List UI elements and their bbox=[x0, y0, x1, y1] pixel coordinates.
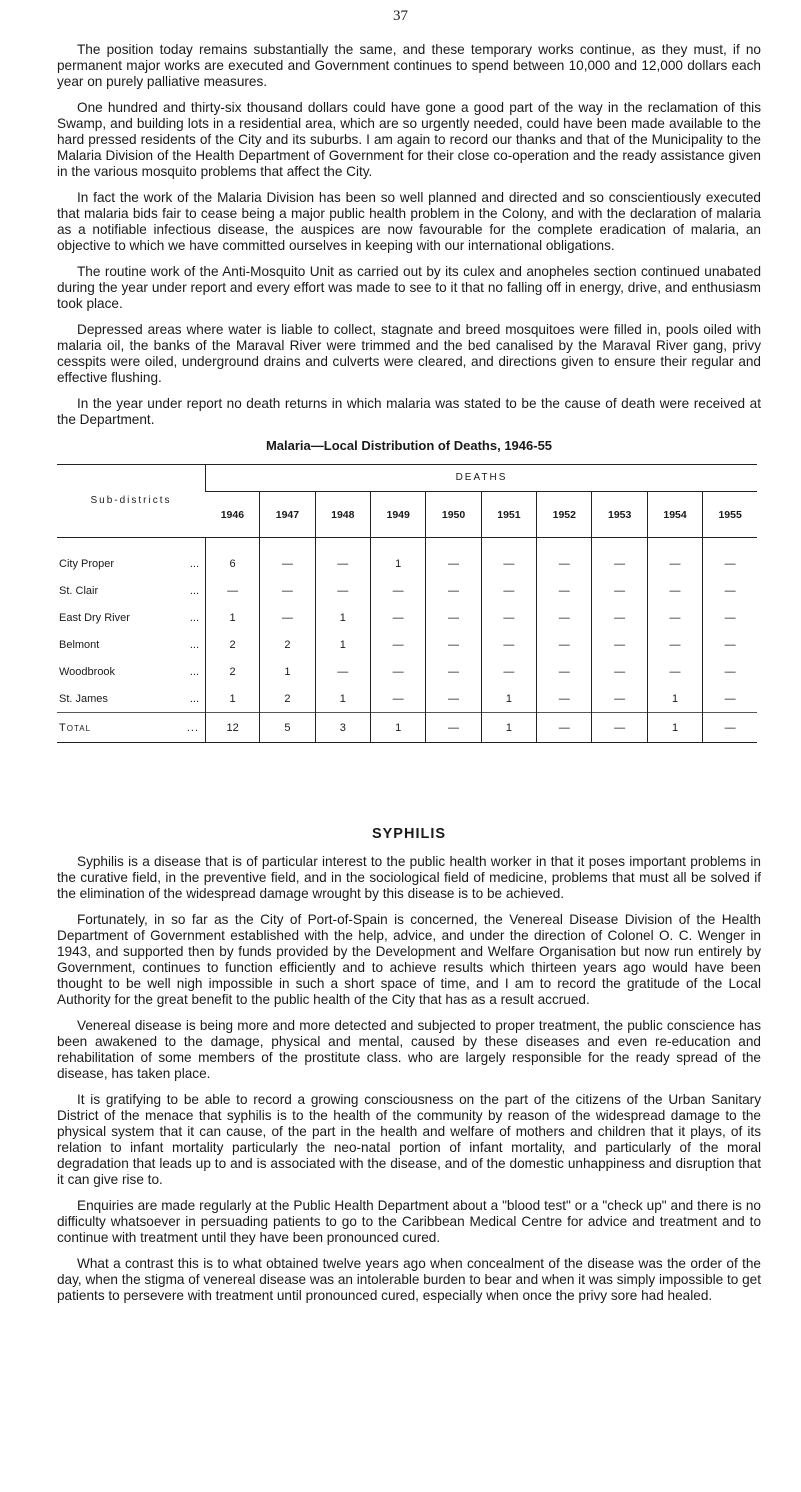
leader-dots: ... bbox=[189, 611, 199, 624]
year-header: 1950 bbox=[426, 492, 481, 538]
death-count-cell: — bbox=[426, 713, 481, 743]
year-header: 1955 bbox=[703, 492, 757, 538]
subdistrict-name: Total bbox=[59, 721, 92, 734]
subdistrict-name: East Dry River bbox=[59, 611, 130, 624]
death-count-cell: — bbox=[647, 631, 702, 658]
death-count-cell: — bbox=[426, 631, 481, 658]
malaria-deaths-table bbox=[57, 464, 757, 743]
death-count-cell: 3 bbox=[315, 713, 370, 743]
paragraph: Venereal disease is being more and more detected and subjected to proper treatment, the public conscience has been awakened to the damage, physical and mental, caused by these diseases and even re-education and rehabilitation of some members of the prostitute class. who are largely responsible for the ready spread of the disease, has taken place. bbox=[57, 1018, 761, 1081]
death-count-cell: — bbox=[370, 604, 425, 631]
death-count-cell: 12 bbox=[206, 713, 260, 743]
year-header: 1947 bbox=[260, 492, 315, 538]
death-count-cell: 1 bbox=[315, 685, 370, 713]
death-count-cell: 1 bbox=[370, 538, 425, 578]
subdistrict-cell bbox=[57, 631, 206, 658]
year-header: 1953 bbox=[592, 492, 647, 538]
table-row bbox=[57, 604, 757, 631]
death-count-cell: — bbox=[370, 577, 425, 604]
paragraph: Enquiries are made regularly at the Public Health Department about a "blood test" or a "check up" and there is no difficulty whatsoever in persuading patients to go to the Caribbean Medical Centre for advice and treatment and to continue with treatment until they have been pronounced cured. bbox=[57, 1198, 761, 1245]
death-count-cell: — bbox=[647, 577, 702, 604]
death-count-cell: 1 bbox=[315, 631, 370, 658]
death-count-cell: — bbox=[703, 577, 757, 604]
death-count-cell: — bbox=[537, 713, 592, 743]
death-count-cell: — bbox=[370, 658, 425, 685]
death-count-cell: — bbox=[206, 577, 260, 604]
death-count-cell: — bbox=[481, 604, 536, 631]
death-count-cell: — bbox=[315, 658, 370, 685]
paragraph: The position today remains substantially the same, and these temporary works continue, as they must, if no permanent major works are executed and Government continues to spend between 10,000 and 12,000 dollars each year on purely palliative measures. bbox=[57, 42, 761, 89]
death-count-cell: 6 bbox=[206, 538, 260, 578]
leader-dots: ... bbox=[189, 638, 199, 651]
year-header: 1954 bbox=[647, 492, 702, 538]
death-count-cell: — bbox=[537, 604, 592, 631]
death-count-cell: — bbox=[703, 538, 757, 578]
death-count-cell: 1 bbox=[315, 604, 370, 631]
death-count-cell: — bbox=[592, 631, 647, 658]
death-count-cell: — bbox=[592, 713, 647, 743]
death-count-cell: — bbox=[537, 577, 592, 604]
paragraph: Depressed areas where water is liable to collect, stagnate and breed mosquitoes were filled in, pools oiled with malaria oil, the banks of the Maraval River were trimmed and the bed canalised by the Maraval River gang, privy cesspits were oiled, underground drains and culverts were cleared, and directions given to ensure their regular and effective flushing. bbox=[57, 322, 761, 385]
death-count-cell: — bbox=[481, 631, 536, 658]
table-row bbox=[57, 631, 757, 658]
leader-dots: ... bbox=[189, 584, 199, 597]
deaths-header: DEATHS bbox=[206, 465, 758, 492]
subdistrict-name: Belmont bbox=[59, 638, 100, 651]
death-count-cell: — bbox=[315, 538, 370, 578]
death-count-cell: — bbox=[426, 538, 481, 578]
death-count-cell: — bbox=[703, 713, 757, 743]
death-count-cell: — bbox=[647, 658, 702, 685]
syphilis-section bbox=[57, 826, 761, 1314]
subdistrict-cell bbox=[57, 685, 206, 713]
death-count-cell: 1 bbox=[370, 713, 425, 743]
death-count-cell: 5 bbox=[260, 713, 315, 743]
leader-dots: ... bbox=[189, 692, 199, 705]
subdistrict-name: Woodbrook bbox=[59, 665, 116, 678]
death-count-cell: 1 bbox=[206, 685, 260, 713]
subdistrict-name: St. Clair bbox=[59, 584, 99, 597]
death-count-cell: — bbox=[370, 685, 425, 713]
table-row bbox=[57, 577, 757, 604]
death-count-cell: — bbox=[703, 685, 757, 713]
death-count-cell: — bbox=[370, 631, 425, 658]
death-count-cell: — bbox=[703, 658, 757, 685]
table-row bbox=[57, 538, 757, 578]
death-count-cell: — bbox=[537, 658, 592, 685]
death-count-cell: — bbox=[647, 538, 702, 578]
year-header: 1952 bbox=[537, 492, 592, 538]
death-count-cell: 1 bbox=[260, 658, 315, 685]
death-count-cell: — bbox=[260, 577, 315, 604]
death-count-cell: 1 bbox=[206, 604, 260, 631]
death-count-cell: 2 bbox=[260, 685, 315, 713]
death-count-cell: — bbox=[426, 577, 481, 604]
death-count-cell: 2 bbox=[260, 631, 315, 658]
death-count-cell: — bbox=[426, 658, 481, 685]
paragraph: Syphilis is a disease that is of particular interest to the public health worker in that it poses important problems in the curative field, in the preventive field, and in the sociological field of medicine, problems that must all be solved if the elimination of the widespread damage wrought by this disease is to be achieved. bbox=[57, 854, 761, 901]
death-count-cell: — bbox=[592, 577, 647, 604]
death-count-cell: — bbox=[592, 685, 647, 713]
death-count-cell: — bbox=[703, 604, 757, 631]
death-count-cell: — bbox=[537, 631, 592, 658]
page-number: 37 bbox=[393, 8, 408, 24]
malaria-section bbox=[57, 42, 761, 743]
death-count-cell: — bbox=[481, 658, 536, 685]
death-count-cell: — bbox=[260, 538, 315, 578]
table-row bbox=[57, 685, 757, 713]
paragraph: In the year under report no death returns in which malaria was stated to be the cause of death were received at the Department. bbox=[57, 396, 761, 427]
leader-dots: ... bbox=[189, 557, 199, 570]
leader-dots: ... bbox=[189, 665, 199, 678]
paragraph: It is gratifying to be able to record a growing consciousness on the part of the citizens of the Urban Sanitary District of the menace that syphilis is to the health of the community by reason of the widespread damage to the physical system that it can cause, of the part in the health and welfare of mothers and children that it plays, of its relation to infant mortality particularly the neo-natal portion of infant mortality, and particularly of the moral degradation that leads up to and is associated with the disease, and of the domestic unhappiness and disruption that it can give rise to. bbox=[57, 1092, 761, 1187]
death-count-cell: 2 bbox=[206, 631, 260, 658]
leader-dots: ... bbox=[186, 721, 199, 734]
death-count-cell: — bbox=[647, 604, 702, 631]
year-header: 1946 bbox=[206, 492, 260, 538]
death-count-cell: — bbox=[315, 577, 370, 604]
death-count-cell: 1 bbox=[481, 685, 536, 713]
year-header: 1948 bbox=[315, 492, 370, 538]
paragraph: One hundred and thirty-six thousand dollars could have gone a good part of the way in the reclamation of this Swamp, and building lots in a residential area, which are so urgently needed, could have been made available to the hard pressed residents of the City and its suburbs. I am again to record our thanks and that of the Municipality to the Malaria Division of the Health Department of Government for their close co-operation and the ready assistance given in the various mosquito problems that affect the City. bbox=[57, 100, 761, 179]
death-count-cell: — bbox=[537, 685, 592, 713]
year-header: 1951 bbox=[481, 492, 536, 538]
table-total-row bbox=[57, 713, 757, 743]
subdistrict-cell bbox=[57, 713, 206, 743]
death-count-cell: — bbox=[260, 604, 315, 631]
table-row bbox=[57, 658, 757, 685]
subdistrict-cell bbox=[57, 658, 206, 685]
paragraph: The routine work of the Anti-Mosquito Unit as carried out by its culex and anopheles section continued unabated during the year under report and every effort was made to see to it that no falling off in energy, drive, and enthusiasm took place. bbox=[57, 264, 761, 311]
subdistrict-cell bbox=[57, 604, 206, 631]
death-count-cell: — bbox=[481, 577, 536, 604]
subdistrict-cell bbox=[57, 538, 206, 578]
death-count-cell: — bbox=[426, 604, 481, 631]
death-count-cell: — bbox=[592, 604, 647, 631]
death-count-cell: 1 bbox=[647, 685, 702, 713]
death-count-cell: 1 bbox=[481, 713, 536, 743]
death-count-cell: — bbox=[537, 538, 592, 578]
death-count-cell: 2 bbox=[206, 658, 260, 685]
subdistrict-name: St. James bbox=[59, 692, 108, 705]
death-count-cell: — bbox=[592, 538, 647, 578]
death-count-cell: — bbox=[426, 685, 481, 713]
subdistrict-name: City Proper bbox=[59, 557, 115, 570]
death-count-cell: — bbox=[703, 631, 757, 658]
subdistrict-cell bbox=[57, 577, 206, 604]
death-count-cell: — bbox=[592, 658, 647, 685]
death-count-cell: 1 bbox=[647, 713, 702, 743]
table-title: Malaria—Local Distribution of Deaths, 1946-55 bbox=[265, 438, 553, 453]
paragraph: Fortunately, in so far as the City of Port-of-Spain is concerned, the Venereal Disease Division of the Health Department of Government established with the help, advice, and under the direction of Colonel O. C. Wenger in 1943, and supported then by funds provided by the Development and Welfare Organisation but now run entirely by Government, continues to function efficiently and to achieve results which thirteen years ago would have been thought to be well nigh impossible in such a short space of time, and I am to record the gratitude of the Local Authority for the great benefit to the public health of the City that has as a result accrued. bbox=[57, 912, 761, 1007]
year-header: 1949 bbox=[370, 492, 425, 538]
paragraph: What a contrast this is to what obtained twelve years ago when concealment of the disease was the order of the day, when the stigma of venereal disease was an intolerable burden to bear and when it was simply impossible to get patients to persevere with treatment until pronounced cured, especially when once the privy sore had healed. bbox=[57, 1256, 762, 1303]
subdistricts-header: Sub-districts bbox=[57, 465, 206, 538]
section-heading: SYPHILIS bbox=[371, 826, 447, 842]
death-count-cell: — bbox=[481, 538, 536, 578]
paragraph: In fact the work of the Malaria Division has been so well planned and directed and so conscientiously executed that malaria bids fair to cease being a major public health problem in the Colony, and with the declaration of malaria as a notifiable infectious disease, the auspices are now favourable for the complete eradication of malaria, an objective to which we have committed ourselves in keeping with our international obligations. bbox=[57, 190, 761, 253]
